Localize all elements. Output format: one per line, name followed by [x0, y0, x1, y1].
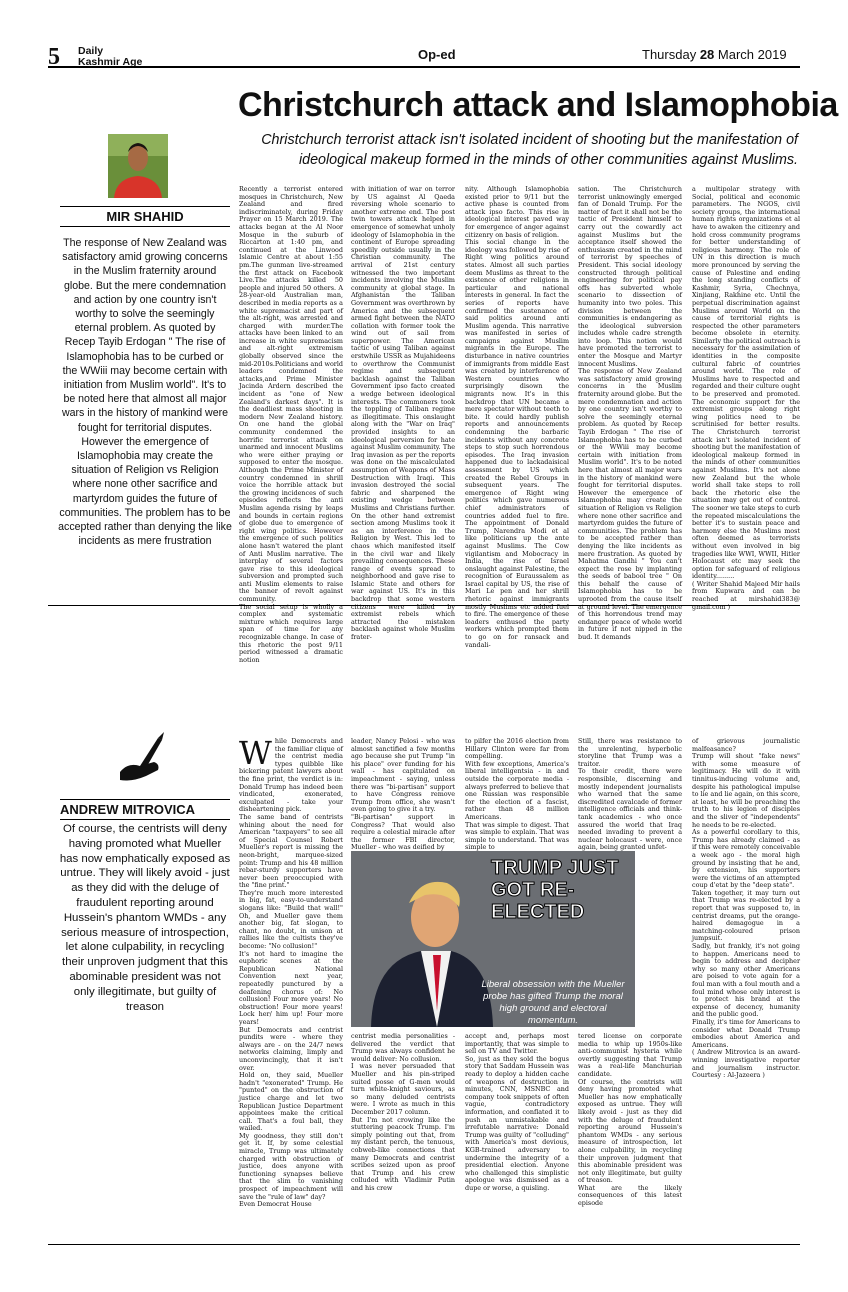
- section-divider: [48, 605, 800, 606]
- logo-line2: Kashmir Age: [78, 56, 143, 68]
- article2-column-2-top: leader, Nancy Pelosi - who was almost sanctified a few months ago because she put Trump "in his place" over funding for his wall - has capitulated on impeachment - saying, unless there was "bi-partisan" support to have Congress remove Trump from office, she wasn't even going to give it a try. "Bi-partisan" support in Congress? That would also require a celestial miracle after the former FBI director, Mueller - who was deified by: [351, 737, 455, 852]
- article2-column-1-text: hile Democrats and the familiar clique of the centrist media types quibble like bickering patent lawyers about the fine print, the verdict is in: Donald Trump has indeed been vindicated, exonerated, exculpated - take your disheartening pick. The same band of centrists whining about the need for American "taxpayers" to see all of Special Counsel Robert Mueller's report is missing the neon-bright, marquee-sized point: Trump and his 48 million rebar-sturdy supporters have never been preoccupied with the "fine print." They're much more interested in big, fat, easy-to-understand slogans like: "Build that wall!" Oh, and Mueller gave them another big, fat slogan, to chant, no doubt, in unison at rallies like the cultists they've become: "No collusion!" It's not hard to imagine the euphoric scenes at the Republican National Convention next year, repeatedly punctured by a deafening chorus of: No collusion! Four more years! No obstruction! Four more years! Lock her/ him up! Four more years! But Democrats and centrist pundits were - where they always are - on the 24/7 news networks claiming, limply and unconvincingly, that it isn't over. Hold on, they said, Mueller hadn't "exonerated" Trump. He "punted" on the obstruction of justice charge and let two Republican Justice Department appointees make the critical call. That's a foul ball, they wailed. My goodness, they still don't get it. If, by some celestial miracle, Trump was ultimately charged with obstruction of justice, does anyone with functioning synapses believe that the slim to vanishing prospect of impeachment will save the "rule of law" day? Even Democrat House: [239, 737, 343, 1209]
- article1-column-3: nity. Although Islamophobia existed prior to 9/11 but the active phase is counted from attack ipso facto. This rise in ideological interest paved way for emergence of anger against citizenry on basis of religion. This social change in the ideology was followed by rise of Right wing politics around states. Almost all such parties deem Muslims as threat to the existence of other religions in particular and national interests in general. In fact the series of reports have confirmed the sustenance of said politics around anti Muslim agenda. This narrative was manifested in series of campaigns against Muslim migrants in the Europe. The disturbance in native countries of immigrants from middle East was created by interference of Western countries who surprisingly disown the migrants now. It's in this backdrop that UN became a mere spectator without teeth to bite. It could hardly publish reports and announcements condemning the barbaric incidents without any concrete steps to stop such horrendous episodes. The Iraq invasion happened due to lackadaisical assessment by US which created the Rebel Groups in subsequent years. The emergence of Right wing politics which gave numerous chief administrators of countries added fuel to fire. The appointment of Donald Trump, Narendra Modi et al like politicians up the ante against Muslims. The Cow vigilantism and Mobocracy in India, the rise of Israel onslaught against Palestine, the recognition of Euraussalem as Israel capital by US, the rise of Mari Le pen and her shrill rhetoric against immigrants mostly Muslims etc added fuel to fire. The emergence of these leaders enthused the party workers which prompted them to go on for ransack and vandali-: [465, 185, 569, 649]
- drop-cap: W: [239, 734, 272, 772]
- image-caption: Liberal obsession with the Mueller probe has gifted Trump the moral high ground and electoral momentum.: [481, 979, 625, 1026]
- article2-column-4-bottom: tered license on corporate media to whip up 1950s-like anti-communist hysteria while overtly suggesting that Trump was a real-life Manchurian candidate. Of course, the centrists will deny having promoted what Mueller has now emphatically exposed as untrue. They will likely avoid - just as they did with the deluge of fraudulent reporting around Hussein's phantom WMDs - any serious measure of introspection, let alone culpability, in recycling their unproven judgment that this abominable president was not only illegitimate, but guilty of treason. What are the likely consequences of this latest episode: [578, 1032, 682, 1208]
- headline: Christchurch attack and Islamophobia: [238, 86, 838, 124]
- article2-column-5: of grievous journalistic malfeasance? Trump will shout "fake news" with some measure of legitimacy. He will do it with tinnitus-inducing volume and, despite his pathological impulse to lie and lie again, on this score, at least, he will be preaching the truth to his legion of disciples and the sliver of "independents" he needs to be re-elected. As a powerful corollary to this, Trump has already claimed - as if this were remotely conceivable a week ago - the moral high ground by insisting that he and, by extension, his supporters were the victims of an attempted coup d'etat by the "deep state". Taken together, it may turn out that Trump was re-elected by a report that was supposed to, in centrist dreams, put the orange-haired demagogue in a matching-coloured prison jumpsuit. Sadly, but frankly, it's not going to happen. Americans need to begin to address and decipher why so many other Americans are poised to vote again for a foul man with a foul mouth and a foul mind whose only interest is to protect his brand at the expense of decency, humanity and the public good. Finally, it's time for Americans to consider what Donald Trump embodies about America and Americans. ( Andrew Mitrovica is an award-winning investigative reporter and journalism instructor. Courtesy : Al-Jazeera ): [692, 737, 800, 1080]
- article2-column-3-bottom: accept and, perhaps most importantly, that was simple to sell on TV and Twitter. So, just as they sold the bogus story that Saddam Hussein was ready to deploy a hidden cache of weapons of destruction in minutes, CNN, MSNBC and company took snippets of often vague, contradictory information, and conflated it to push an unmistakable and irrefutable narrative: Donald Trump was guilty of "colluding" with America's most devious, KGB-trained adversary to undermine the integrity of a presidential election. Anyone who challenged this simplistic apologue was dismissed as a dupe or worse, a quisling.: [465, 1032, 569, 1192]
- page-number: 5: [48, 44, 60, 70]
- header-rule: [48, 66, 800, 68]
- issue-date: [642, 47, 787, 62]
- author-byline-2: ANDREW MITROVICA: [60, 799, 230, 820]
- footer-rule: [48, 1244, 800, 1245]
- article1-column-5: a multipolar strategy with Social, political and economic parameters. The NGOS, civil society groups, the international human rights organizations et al have to awaken the citizenry and hold cross community programs for better understanding of religious harmony. The role of UN in this direction is much more pronounced by serving the cause of Palestine and ending the long standing conflicts of Kashmir, Syria, Chechnya, Xinjiang, Rakhine etc. Until the perpetual discrimination against Muslims around World on the cause of territorial rights is respected the other parameters become obsolete in eternity. Similarly the political outreach is necessary for the assimilation of identities in the composite cultural fabric of countries around world. The role of Muslims have to respected and regarded and their culture ought to be preserved and promoted. The economic support for the extremist groups along right wing politics need to be scrutinised for better results. The Christchurch terrorist attack isn't isolated incident of shooting but the manifestation of ideological makeup formed in the minds of other communities against Muslims. It's not alone new Zealand but the whole world shall take steps to roll back the rhetoric else the situation may get out of control. The sooner we take steps to curb the repeated miscalculations the better it's to sustain peace and harmony else the Muslims most often deemed as terrorists without even involved in big tragedies like WWI, WWII, Hitler Holocaust etc may seek the option for safeguard of religious identity......... ( Writer Shahid Majeed Mir hails from Kupwara and can be reached at mirshahid383@ gmail.com ): [692, 185, 800, 611]
- date-month: March: [717, 47, 755, 62]
- article2-column-4-top: Still, there was resistance to the unrelenting, hyperbolic storyline that Trump was a traitor. To their credit, there were responsible, discerning and mostly independent journalists who warned that the same discredited cavalcade of former intelligence officials and think-tank academics - who once assured the world that Iraq needed invading to prevent a nuclear holocaust - were, once again, being granted unfet-: [578, 737, 682, 852]
- section-name: Op-ed: [418, 47, 456, 62]
- article2-column-3-top: to pilfer the 2016 election from Hillary Clinton were far from compelling. With few exceptions, America's liberal intelligentsia - in and outside the corporate media - always preferred to believe that one Russian was responsible for the election of a fascist, rather than 48 million Americans. That was simple to digest. That was simple to explain. That was simple to understand. That was simple to: [465, 737, 569, 852]
- masthead-logo: [78, 46, 142, 68]
- article2-column-1: [239, 734, 343, 1238]
- pull-quote-2: Of course, the centrists will deny having promoted what Mueller has now emphatically exposed as untrue. They will likely avoid - just as they did with the deluge of fraudulent reporting around Hussein's phantom WMDs - any serious measure of introspection, let alone culpability, in recycling their unproven judgment that this abominable president was not only illegitimate, but guilty of treason: [59, 823, 231, 1013]
- article1-column-2: with initiation of war on terror by US against Al Qaeda reversing whole scenario to another extreme end. The post twin towers attack helped in emergence of somewhat unholy ideology of Islamophobia in the continent of Europe spreading speedily outside usually in the Christian community. The arrival of 21st century witnessed the two important incidents involving the Muslim community at global stage. In Afghanistan the Taliban Government was overthrown by America and the subsequent armed fight between the NATO collation with former took the wind out of sail from superpower. The American tactic of using Taliban against erstwhile USSR as Mujahideens to overthrow the Communist regime and subsequent backlash against the Taliban Government ipso facto created a wedge between ideological interests. The commoners took the toppling of Taliban regime as illegitimate. This onslaught along with the "War on Iraq" provided insights to an ideological perversion for hate against Muslim community. The Iraq invasion as per the reports was done on the miscalculated assumption of Weapons of Mass Destruction with Iraqi. This invasion destroyed the social fabric and sharpened the existing wedge between Muslims and Christians further. On the other hand extremist section among Muslims took it as an interference in the Religion by West. This led to chaos which manifested itself in the civil war and likely prevailing consequences. These range of events spread to neighborhood and gave rise to Islamic State and others for war against US. It's in this backdrop that some western citizens were killed by extremist rebels which attracted the mistaken backlash against whole Muslim frater-: [351, 185, 455, 642]
- author-byline: MIR SHAHID: [60, 206, 230, 227]
- date-day-num: 28: [699, 47, 715, 62]
- pen-hand-icon: [118, 732, 166, 784]
- deck: Christchurch terrorist attack isn't isolated incident of shooting but the manifestation of ideological makeup formed in the minds of other communities against Muslims.: [261, 132, 798, 168]
- article2-column-2-bottom: centrist media personalities - delivered the verdict that Trump was always confident he would deliver: No collusion. I was never persuaded that Mueller and his pin-striped suited posse of G-men would turn white-knight saviours, as so many deluded centrists were. I wrote as much in this December 2017 column. But I'm not crowing like the stuttering peacock Trump. I'm simply pointing out that, from my distant perch, the tenuous, cobweb-like connections that many Democrats and centrist scribes seized upon as proof that Trump and his crew colluded with Vladimir Putin and his crew: [351, 1032, 455, 1192]
- trump-photo: [351, 851, 635, 1027]
- pull-quote: The response of New Zealand was satisfactory amid growing concerns in the Muslim fraternity around globe. But the mere condemnation and action by one country isn't worthy to solve the seemingly eternal problem. As quoted by Recep Tayib Erdogan " The rise of Islamophobia has to be curbed or the WWiii may become certain with initiation from Muslim world". It's to be noted here that almost all major wars in the history of mankind were fought for territorial disputes. However the emergence of Islamophobia may create the situation of Religion vs Religion where none other sacrifice and martyrdom guides the future of communities. The problem has to be accepted rather than denying the like incidents as mere frustration: [58, 237, 232, 548]
- logo-line1: Daily: [78, 45, 104, 57]
- article1-column-1: Recently a terrorist entered mosques in Christchurch, New Zealand and fired indiscriminately, during Friday Prayer on 15 March 2019. The attacks began at the Al Noor Mosque in the suburb of Riccarton at 1:40 pm, and continued at the Linwood Islamic Centre at about 1:55 pm.The gunman live-streamed the first attack on Facebook Live.The attacks killed 50 people and injured 50 others. A 28-year-old Australian man, described in media reports as a white supremacist and part of the alt-right, was arrested and charged with murder.The attacks have been linked to an increase in white supremacism and alt-right extremism globally observed since the mid-2010s.Politicians and world leaders condemned the attacks,and Prime Minister Jacinda Ardern described the incident as "one of New Zealand's darkest days". It is the deadliest mass shooting in modern New Zealand history. On one hand the global community condemned the horrific terrorist attack on unarmed and innocent Muslims who were either praying or supposed to enter the mosque. Although the Prime Minister of country condemned in shrill voice the horrible attack but the growing incidences of such episodes reflects the anti Muslim agenda rising by leaps and bounds in certain regions of globe due to emergence of right wing politics. However the emergence of such politics alone hasn't watered the plant of Anti Muslim narrative. The interplay of several factors gave rise to this ideological subversion and prompted such anti Muslim elements to raise the banner of revolt against community. The social setup is wholly a complex and systematic mixture which requires large span of time for any recognizable change. In case of this rhetoric the post 9/11 period witnessed a dramatic notion: [239, 185, 343, 664]
- article1-column-4: sation. The Christchurch terrorist unknowingly emerged fan of Donald Trump. For the matter of fact it shall not be the tactic of President himself to carry out the cowardly act against Muslims but the acceptance itself showed the enthusiasm created in the mind of terrorist by speeches of President. This social ideology constructed through political engineering for political pay offs has subverted whole scenario to dissection of humanity into two poles. This division between the communities is endangering as the ideological subversion includes whole cadre strength into loop. This notion would have promoted the terrorist to enter the Mosque and Martyr innocent Muslims. The response of New Zealand was satisfactory amid growing concerns in the Muslim fraternity around globe. But the mere condemnation and action by one country isn't worthy to solve the seemingly eternal problem. As quoted by Recep Tayib Erdogan " The rise of Islamophobia has to be curbed or the WWiii may become certain with initiation from Muslim world". It's to be noted here that almost all major wars in the history of mankind were fought for territorial disputes. However the emergence of Islamophobia may create the situation of Religion vs Religion where none other sacrifice and martyrdom guides the future of communities. The problem has to be accepted rather than denying the like incidents as mere frustration. As quoted by Mahatma Gandhi " You can't expect the rose by implanting the seeds of babool tree " On this behalf the cause of Islamophobia has to be uprooted from the cause itself at ground level. The emergence of this horrendous trend may endanger peace of whole world in future if not nipped in the bud. It demands: [578, 185, 682, 642]
- image-title: TRUMP JUST GOT RE-ELECTED: [491, 857, 619, 923]
- author-photo: [108, 134, 168, 198]
- date-year: 2019: [757, 47, 787, 62]
- date-day: Thursday: [642, 47, 697, 62]
